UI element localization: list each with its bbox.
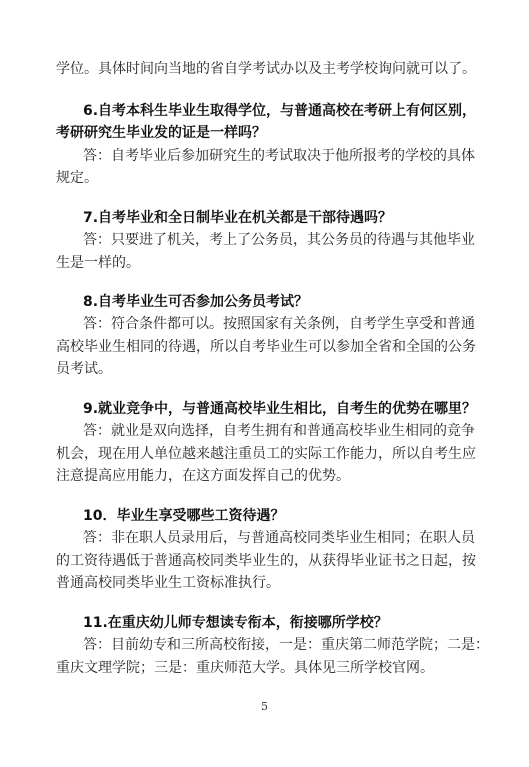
answer-8-line-2: 高校毕业生相同的待遇，所以自考毕业生可以参加全省和全国的公务 [56, 339, 476, 355]
page-number: 5 [261, 700, 268, 713]
answer-10-line-3: 普通高校同类毕业生工资标准执行。 [56, 575, 280, 591]
question-6-line-2: 考研研究生毕业发的证是一样吗？ [56, 125, 266, 141]
question-10-line-1: 10．毕业生享受哪些工资待遇？ [83, 508, 285, 524]
answer-6-line-1: 答：自考毕业后参加研究生的考试取决于他所报考的学校的具体 [83, 148, 475, 164]
question-8-line-1: 8.自考毕业生可否参加公务员考试？ [83, 294, 309, 310]
intro-text: 学位。具体时间向当地的省自学考试办以及主考学校询问就可以了。 [56, 61, 476, 77]
answer-6-line-2: 规定。 [56, 170, 98, 186]
answer-8-line-3: 员考试。 [56, 361, 112, 377]
question-6-line-1: 6.自考本科生毕业生取得学位，与普通高校在考研上有何区别， [83, 103, 477, 119]
answer-10-line-2: 的工资待遇低于普通高校同类毕业生的，从获得毕业证书之日起，按 [56, 553, 476, 569]
answer-7-line-1: 答：只要进了机关，考上了公务员，其公务员的待遇与其他毕业 [83, 232, 475, 248]
answer-11-line-1: 答：目前幼专和三所高校衔接，一是：重庆第二师范学院；二是： [83, 637, 489, 653]
answer-8-line-1: 答：符合条件都可以。按照国家有关条例，自考学生享受和普通 [83, 316, 475, 332]
answer-7-line-2: 生是一样的。 [56, 255, 140, 271]
question-11-line-1: 11.在重庆幼儿师专想读专衔本，衔接哪所学校？ [83, 615, 388, 631]
answer-10-line-1: 答：非在职人员录用后，与普通高校同类毕业生相同；在职人员 [83, 530, 475, 546]
answer-11-line-2: 重庆文理学院；三是：重庆师范大学。具体见三所学校官网。 [56, 660, 434, 676]
answer-9-line-1: 答：就业是双向选择，自考生拥有和普通高校毕业生相同的竞争 [83, 423, 475, 439]
question-9-line-1: 9.就业竞争中，与普通高校毕业生相比，自考生的优势在哪里？ [83, 401, 477, 417]
question-7-line-1: 7.自考毕业和全日制毕业在机关都是干部待遇吗？ [83, 210, 393, 226]
answer-9-line-3: 注意提高应用能力，在这方面发挥自己的优势。 [56, 468, 350, 484]
answer-9-line-2: 机会，现在用人单位越来越注重员工的实际工作能力，所以自考生应 [56, 446, 476, 462]
